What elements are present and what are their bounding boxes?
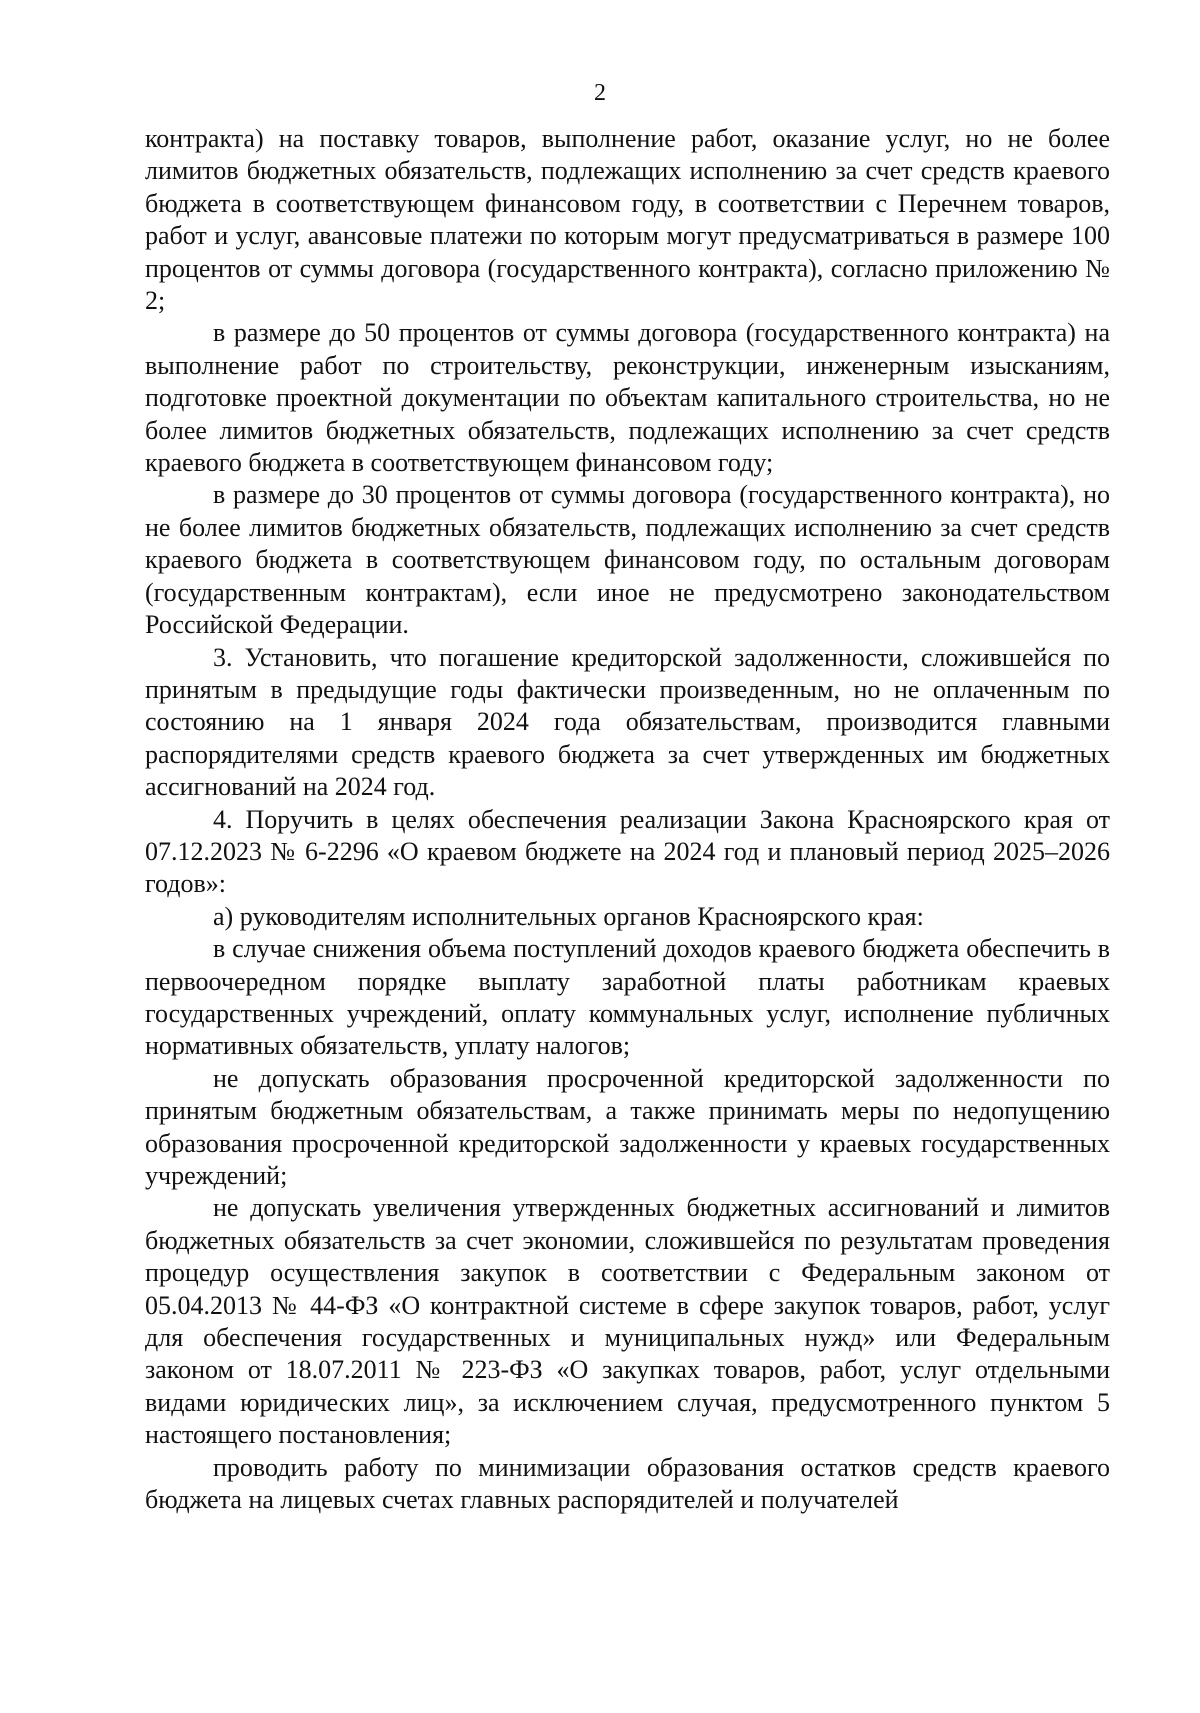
document-body (145, 123, 1110, 1516)
paragraph-minimize-balances: проводить работу по минимизации образования остатков средств краевого бюджета на лицевых счетах главных распорядителей и получателей (145, 1452, 1110, 1515)
paragraph-revenue-decrease: в случае снижения объема поступлений доходов краевого бюджета обеспечить в первоочередном порядке выплату заработной платы работникам краевых государственных учреждений, оплату коммунальных услуг, исполнение публичных нормативных обязательств, уплату налогов; (145, 934, 1110, 1061)
page-number: 2 (594, 80, 606, 106)
paragraph-advance-50-percent: в размере до 50 процентов от суммы договора (государственного контракта) на выполнение работ по строительству, реконструкции, инженерным изысканиям, подготовке проектной документации по объектам капитального строительства, но не более лимитов бюджетных обязательств, подлежащих исполнению за счет средств краевого бюджета в соответствующем финансовом году; (145, 318, 1110, 478)
paragraph-procurement-savings: не допускать увеличения утвержденных бюджетных ассигнований и лимитов бюджетных обязательств за счет экономии, сложившейся по результатам проведения процедур осуществления закупок в соответствии с Федеральным законом от 05.04.2013 № 44-ФЗ «О контрактной системе в сфере закупок товаров, работ, услуг для обеспечения государственных и муниципальных нужд» или Федеральным законом от 18.07.2011 № 223-ФЗ «О закупках товаров, работ, услуг отдельными видами юридических лиц», за исключением случая, предусмотренного пунктом 5 настоящего постановления; (145, 1193, 1110, 1450)
paragraph-advance-30-percent: в размере до 30 процентов от суммы договора (государственного контракта), но не более лимитов бюджетных обязательств, подлежащих исполнению за счет средств краевого бюджета в соответствующем финансовом году, по остальным договорам (государственным контрактам), если иное не предусмотрено законодательством Российской Федерации. (145, 480, 1110, 640)
paragraph-subitem-a: а) руководителям исполнительных органов Красноярского края: (213, 901, 924, 931)
paragraph-continuation: контракта) на поставку товаров, выполнение работ, оказание услуг, но не более лимитов бюджетных обязательств, подлежащих исполнению за счет средств краевого бюджета в соответствующем финансовом году, в соответствии с Перечнем товаров, работ и услуг, авансовые платежи по которым могут предусматриваться в размере 100 процентов от суммы договора (государственного контракта), согласно приложению № 2; (145, 124, 1110, 316)
paragraph-overdue-debt: не допускать образования просроченной кредиторской задолженности по принятым бюджетным обязательствам, а также принимать меры по недопущению образования просроченной кредиторской задолженности у краевых государственных учреждений; (145, 1063, 1110, 1190)
paragraph-item-3: 3. Установить, что погашение кредиторской задолженности, сложившейся по принятым в предыдущие годы фактически произведенным, но не оплаченным по состоянию на 1 января 2024 года обязательствам, производится главными распорядителями средств краевого бюджета за счет утвержденных им бюджетных ассигнований на 2024 год. (145, 642, 1110, 802)
paragraph-item-4: 4. Поручить в целях обеспечения реализации Закона Красноярского края от 07.12.2023 № 6-2296 «О краевом бюджете на 2024 год и плановый период 2025–2026 годов»: (145, 804, 1110, 899)
